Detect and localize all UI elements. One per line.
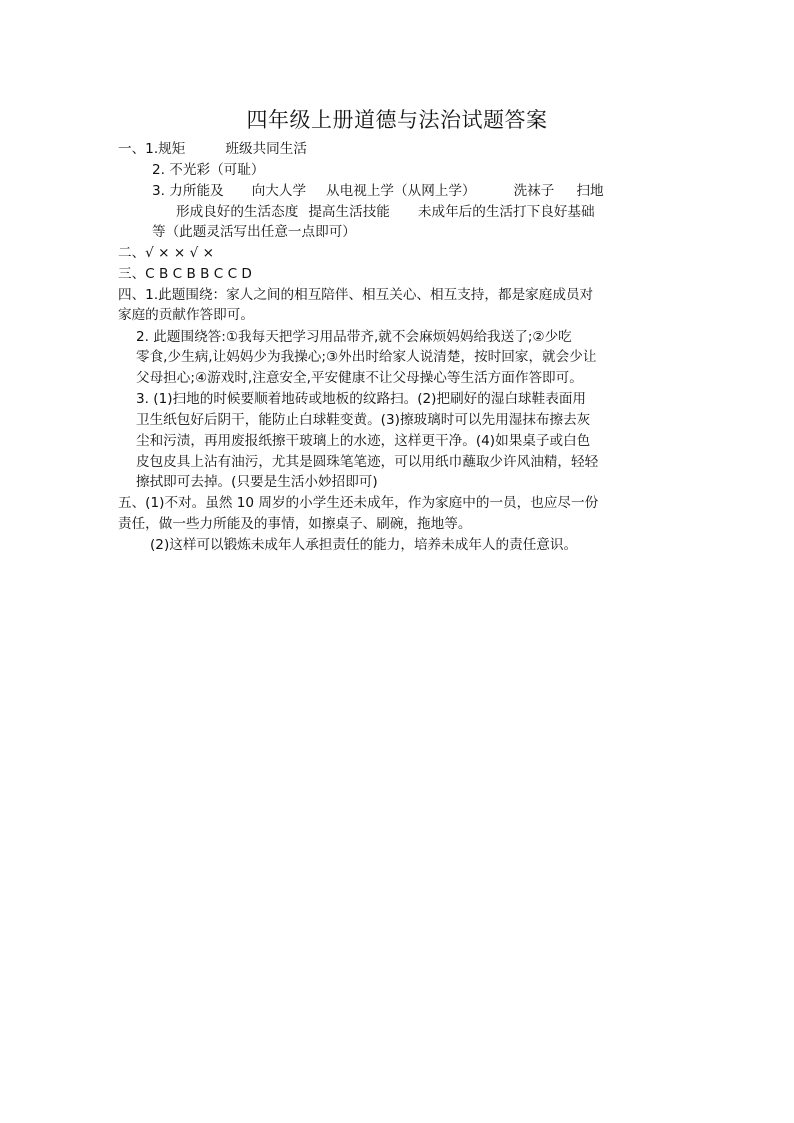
- s1-answer-4a: 形成良好的生活态度: [176, 204, 299, 220]
- s4-line-7: 卫生纸包好后阴干，能防止白球鞋变黄。(3)擦玻璃时可以先用湿抹布擦去灰: [136, 412, 591, 428]
- s4-line-1: 四、1.此题围绕：家人之间的相互陪伴、相互关心、相互支持，都是家庭成员对: [118, 287, 594, 303]
- page-title: 四年级上册道德与法治试题答案: [246, 108, 548, 132]
- s1-line-3: [152, 181, 604, 201]
- s1-line-1: [118, 139, 307, 159]
- s1-answer-4b: 提高生活技能: [308, 204, 390, 220]
- s1-answer-3a: 3. 力所能及: [152, 183, 224, 199]
- s4-line-6: 3. (1)扫地的时候要顺着地砖或地板的纹路扫。(2)把刷好的湿白球鞋表面用: [136, 391, 587, 407]
- s4-line-4: 零食,少生病,让妈妈少为我操心;③外出时给家人说清楚，按时回家，就会少让: [136, 349, 597, 365]
- s1-answer-1: 一、1.规矩: [118, 141, 186, 157]
- s5-line-2: 责任，做一些力所能及的事情，如擦桌子、刷碗，拖地等。: [118, 516, 472, 532]
- s4-line-5: 父母担心;④游戏时,注意安全,平安健康不让父母操心等生活方面作答即可。: [136, 370, 583, 386]
- s1-line-4: [176, 202, 595, 222]
- s3-line: 三、C B C B B C C D: [118, 266, 252, 282]
- s1-answer-3c: 从电视上学（从网上学）: [326, 183, 476, 199]
- s1-answer-1b: 班级共同生活: [225, 141, 307, 157]
- s4-line-10: 擦拭即可去掉。(只要是生活小妙招即可): [136, 474, 378, 490]
- s2-line: 二、√ × × √ ×: [118, 245, 214, 261]
- s1-line-2: 2. 不光彩（可耻）: [152, 162, 265, 178]
- s5-line-3: (2)这样可以锻炼未成年人承担责任的能力，培养未成年人的责任意识。: [150, 537, 578, 553]
- s1-answer-3b: 向大人学: [251, 183, 307, 199]
- s5-line-1: 五、(1)不对。虽然 10 周岁的小学生还未成年，作为家庭中的一员，也应尽一份: [118, 495, 599, 511]
- s1-answer-4c: 未成年后的生活打下良好基础: [417, 204, 595, 220]
- s1-answer-3e: 扫地: [576, 183, 604, 199]
- s1-line-5: 等（此题灵活写出任意一点即可）: [152, 224, 356, 240]
- s4-line-2: 家庭的贡献作答即可。: [118, 307, 254, 323]
- s4-line-9: 皮包皮具上沾有油污，尤其是圆珠笔笔迹，可以用纸巾蘸取少许风油精，轻轻: [136, 454, 599, 470]
- s1-answer-3d: 洗袜子: [513, 183, 555, 199]
- s4-line-3: 2. 此题围绕答:①我每天把学习用品带齐,就不会麻烦妈妈给我送了;②少吃: [136, 329, 572, 345]
- s4-line-8: 尘和污渍，再用废报纸擦干玻璃上的水迹，这样更干净。(4)如果桌子或白色: [136, 433, 591, 449]
